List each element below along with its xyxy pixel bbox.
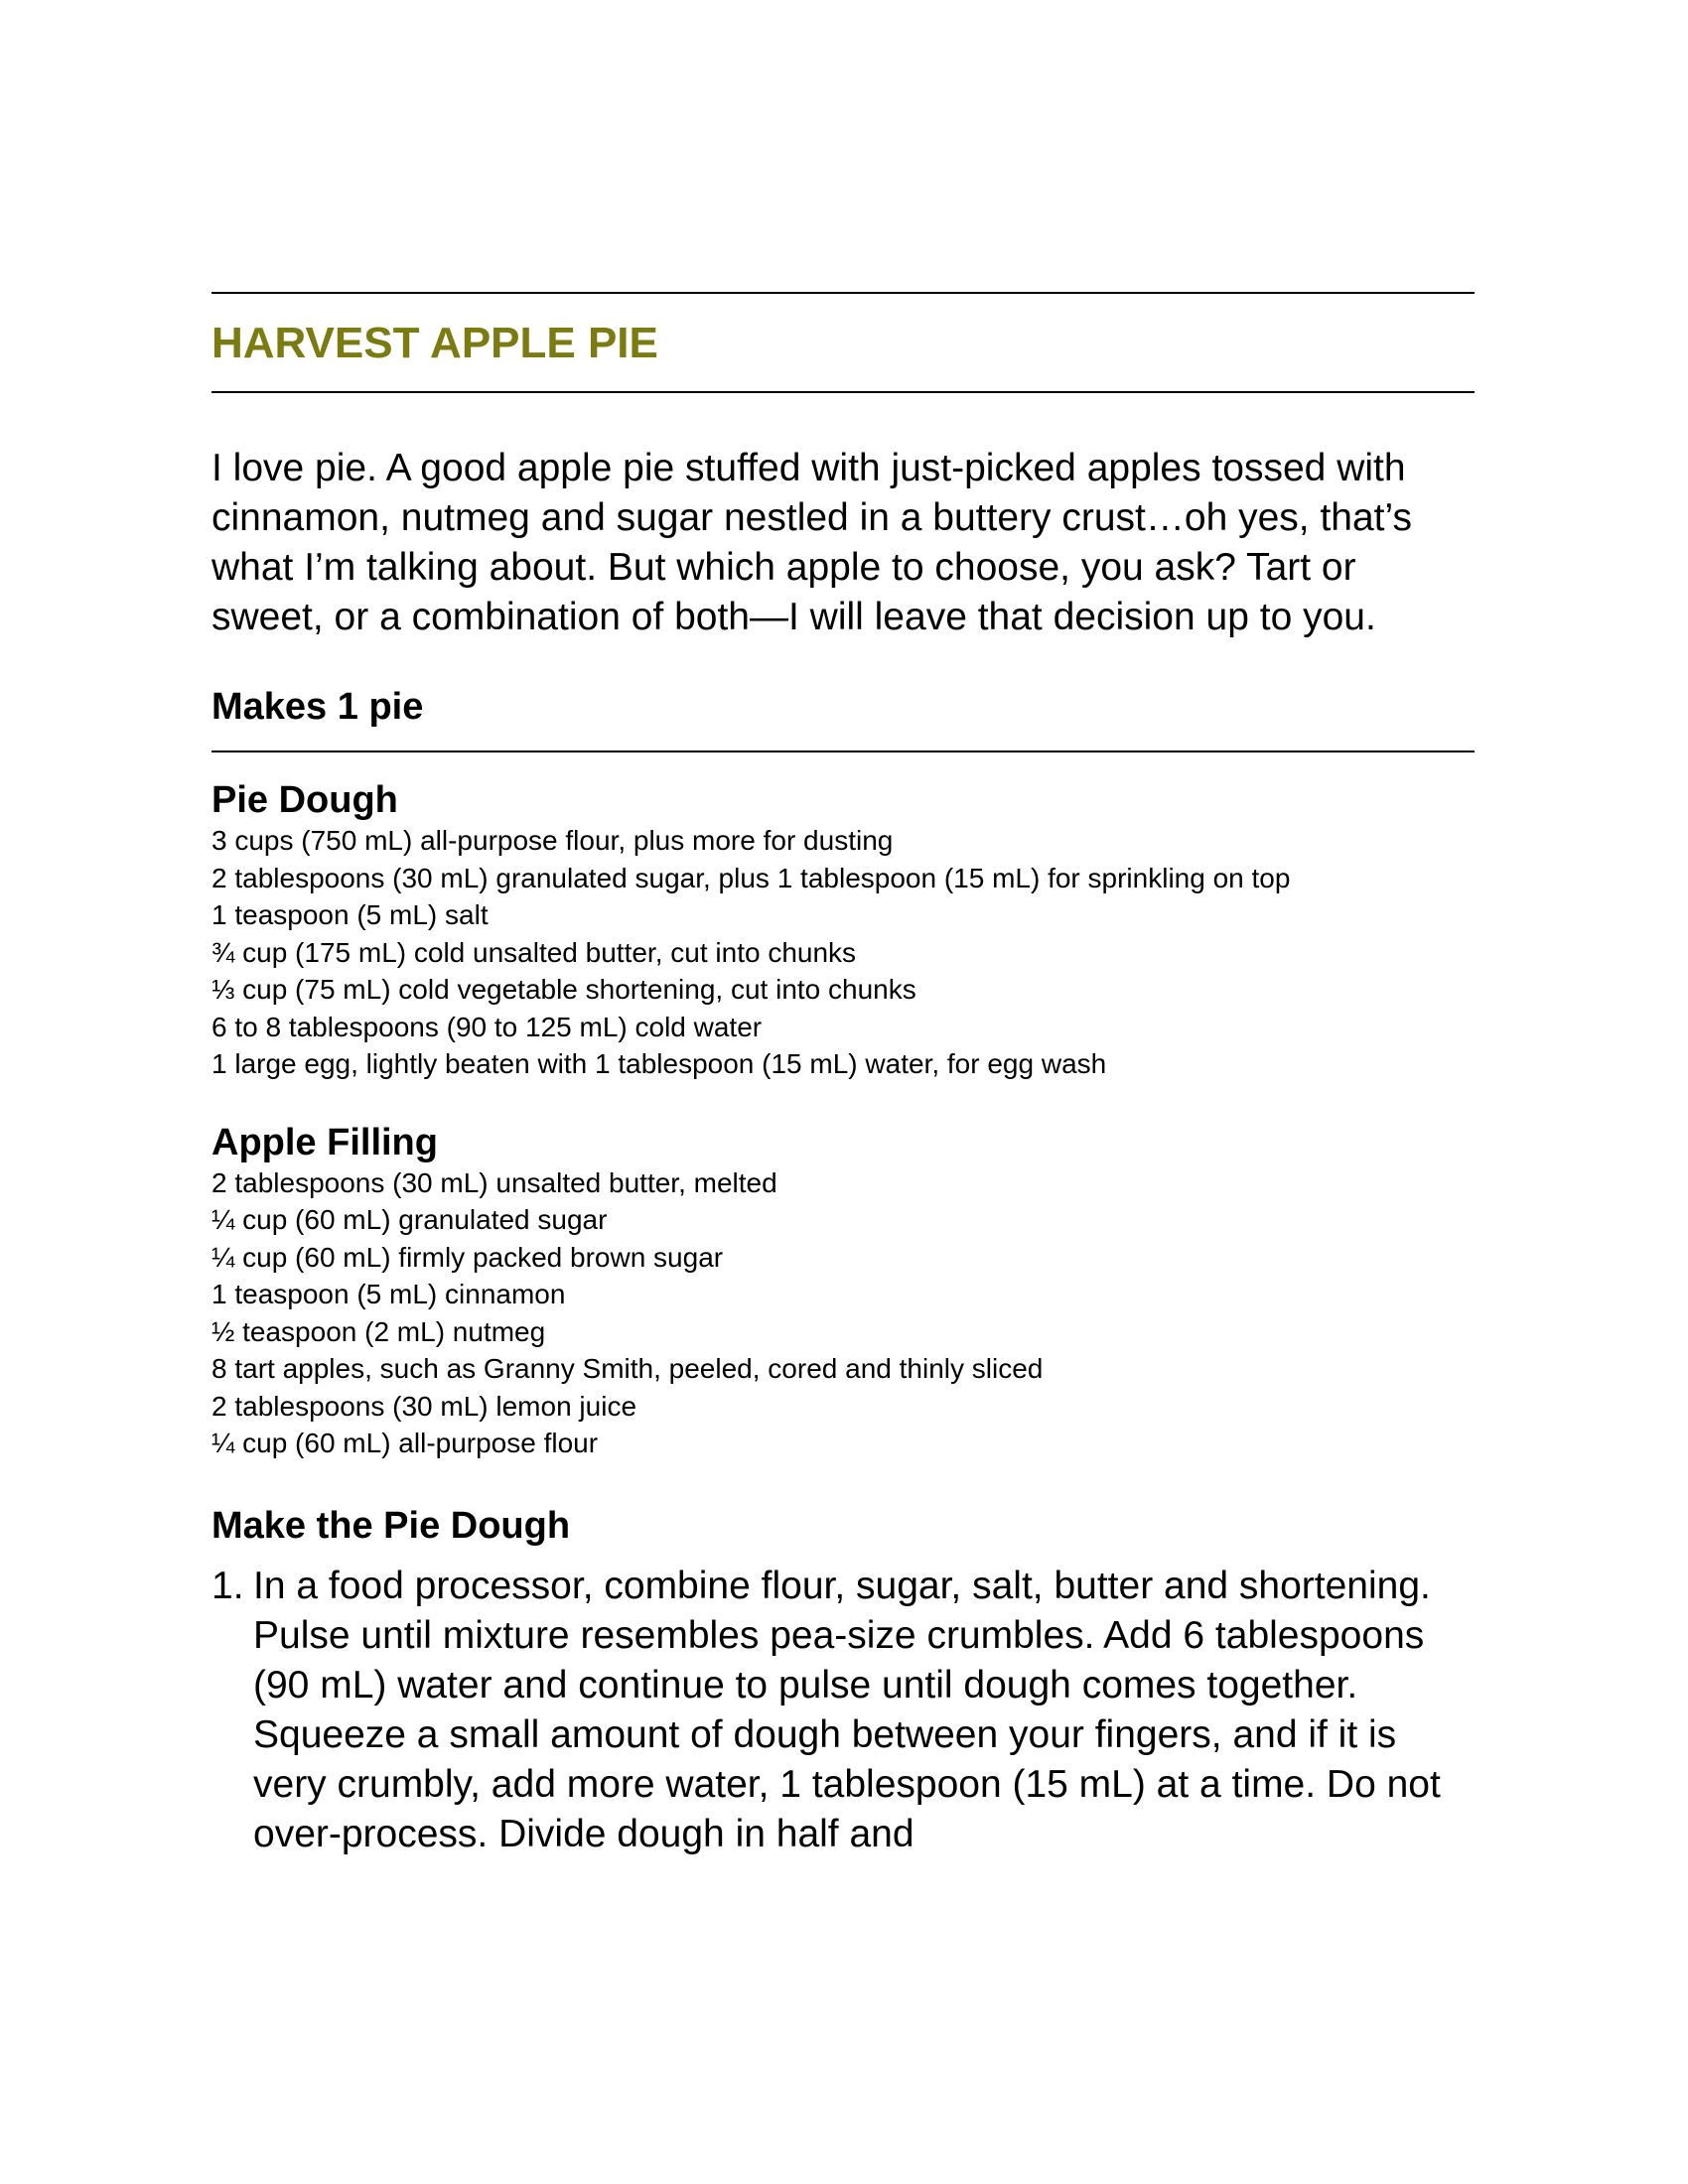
ingredient-item: 2 tablespoons (30 mL) lemon juice	[211, 1390, 637, 1422]
ingredient-item: 3 cups (750 mL) all-purpose flour, plus more for dusting	[211, 825, 894, 856]
recipe-intro: I love pie. A good apple pie stuffed with just-picked apples tossed with cinnamon, nutmeg and sugar nestled in a buttery crust…oh yes, that’s what I’m talking about. But which apple to choose, you ask? Tart or sweet, or a combination of both—I will leave that decision up to you.	[211, 447, 1412, 638]
yield-rule	[211, 751, 1475, 752]
step-text: In a food processor, combine flour, sugar, salt, butter and shortening. Pulse until mixture resembles pea-size crumbles. Add 6 tablespoons (90 mL) water and continue to pulse until dough comes together. Squeeze a small amount of dough between your fingers, and if it is very crumbly, add more water, 1 tablespoon (15 mL) at a time. Do not over-process. Divide dough in half and	[253, 1564, 1441, 1855]
ingredient-item: 1 large egg, lightly beaten with 1 tablespoon (15 mL) water, for egg wash	[211, 1048, 1107, 1079]
ingredient-item: 6 to 8 tablespoons (90 to 125 mL) cold water	[211, 1011, 763, 1042]
recipe-title: HARVEST APPLE PIE	[211, 319, 658, 367]
apple-filling-section	[211, 1121, 1475, 1462]
pie-dough-section	[211, 778, 1475, 1083]
ingredient-item: ¾ cup (175 mL) cold unsalted butter, cut into chunks	[211, 936, 857, 968]
ingredient-item: ¼ cup (60 mL) firmly packed brown sugar	[211, 1241, 724, 1273]
method-section	[211, 1504, 1475, 1859]
step-number: 1.	[211, 1564, 244, 1607]
title-top-rule	[211, 292, 1475, 294]
ingredient-item: 8 tart apples, such as Granny Smith, peeled, cored and thinly sliced	[211, 1353, 1044, 1384]
pie-dough-ingredients	[211, 822, 1475, 1083]
method-steps	[211, 1562, 1475, 1859]
ingredient-item: ¼ cup (60 mL) all-purpose flour	[211, 1428, 599, 1458]
ingredient-item: 2 tablespoons (30 mL) unsalted butter, melted	[211, 1166, 777, 1198]
pie-dough-heading: Pie Dough	[211, 779, 398, 821]
ingredient-item: 1 teaspoon (5 mL) salt	[211, 899, 489, 930]
ingredient-item: 1 teaspoon (5 mL) cinnamon	[211, 1279, 566, 1309]
apple-filling-heading: Apple Filling	[211, 1121, 438, 1163]
ingredient-item: 2 tablespoons (30 mL) granulated sugar, plus 1 tablespoon (15 mL) for sprinkling on top	[211, 862, 1291, 893]
ingredient-item: ⅓ cup (75 mL) cold vegetable shortening, cut into chunks	[211, 974, 916, 1005]
method-step	[211, 1562, 1475, 1859]
method-heading: Make the Pie Dough	[211, 1504, 571, 1547]
ingredient-item: ¼ cup (60 mL) granulated sugar	[211, 1204, 608, 1235]
recipe-yield: Makes 1 pie	[211, 686, 424, 728]
apple-filling-ingredients	[211, 1164, 1475, 1462]
title-bottom-rule	[211, 391, 1475, 393]
recipe-page	[211, 292, 1475, 1859]
ingredient-item: ½ teaspoon (2 mL) nutmeg	[211, 1315, 546, 1347]
